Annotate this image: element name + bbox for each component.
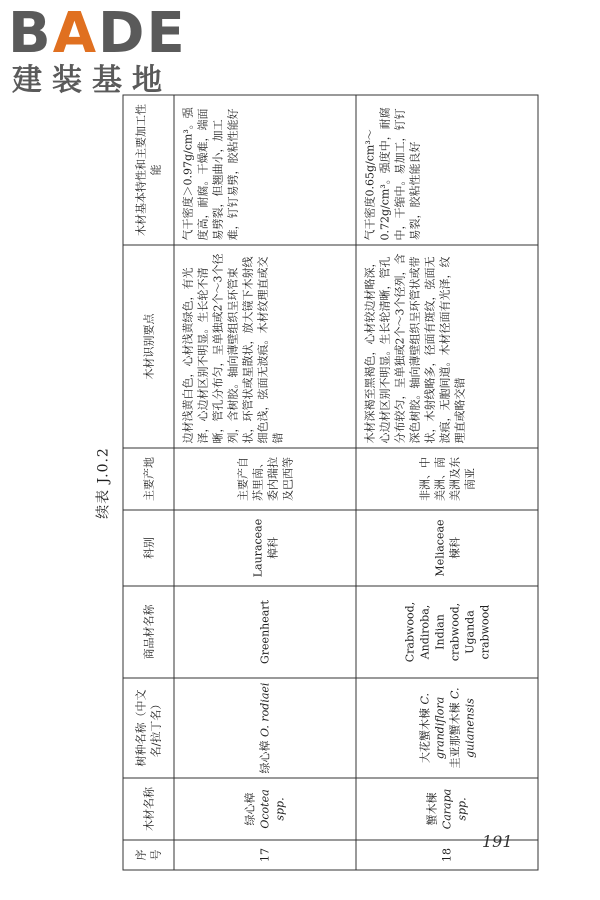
species-cn: 圭亚那蟹木楝 [447, 702, 461, 769]
family-latin: Lauraceae [250, 518, 264, 578]
cell-identification: 木材深褐至黑褐色，心材较边材略深，心边材区别不明显。生长轮清晰，管孔分布较匀，呈单独或2个～3个径列，含深色树胶。轴向薄壁组织呈环管状或带状，木射线略多，径面有斑纹，弦面无波痕，无胞间道。木材径面有光泽，纹理直或略交错 [356, 245, 538, 448]
header-wood-name: 木材名称 [123, 778, 174, 840]
cell-origin: 主要产自苏里南、委内瑞拉及巴西等 [174, 448, 356, 510]
wood-name-cn: 蟹木楝 [425, 792, 438, 826]
cell-properties: 气干密度＞0.97g/cm³。强度高，耐腐。干燥难，端面易劈裂，但翘曲小，加工难，钉钉易劈，胶粘性能好 [174, 95, 356, 245]
wood-name-cn: 绿心樟 [243, 792, 256, 826]
table-caption: 续表 J.0.2 [95, 447, 111, 519]
cell-properties: 气干密度0.65g/cm³～0.72g/cm³。强度中，耐腐中，干缩中。易加工，钉钉易裂，胶粘性能良好 [356, 95, 538, 245]
cell-family [356, 510, 538, 586]
header-species: 树种名称（中文名/拉丁名） [123, 678, 174, 778]
rotated-table-page [86, 96, 538, 871]
cell-origin: 非洲、中美洲、南美洲及东南亚 [356, 448, 538, 510]
header-no: 序号 [123, 840, 174, 870]
family-cn: 楝科 [447, 537, 461, 559]
wood-name-latin: Carapa spp. [440, 788, 468, 830]
cell-no: 17 [174, 840, 356, 870]
cell-species [356, 678, 538, 778]
page-number: 191 [482, 832, 513, 851]
species-latin: C. guianensis [447, 687, 476, 758]
brand-wordmark [8, 1, 187, 66]
cell-trade-name: Greenheart [174, 586, 356, 678]
cell-family [174, 510, 356, 586]
header-origin: 主要产地 [123, 448, 174, 510]
cell-no: 18 [356, 840, 538, 870]
table-header-row [123, 95, 174, 870]
family-cn: 樟科 [265, 537, 279, 559]
cell-species [174, 678, 356, 778]
wood-name-latin: Ocotea spp. [258, 789, 286, 829]
brand-logo [8, 1, 193, 102]
brand-subtitle: 建装基地 [12, 63, 172, 98]
family-latin: Meliaceae [432, 519, 446, 577]
header-trade-name: 商品材名称 [123, 586, 174, 678]
logo-letter-b: B [8, 1, 53, 66]
cell-wood-name [356, 778, 538, 840]
header-properties: 木材基本特性和主要加工性能 [123, 95, 174, 245]
species-cn: 大花蟹木楝 [417, 708, 431, 764]
table-row [174, 95, 356, 870]
logo-letter-a: A [52, 1, 99, 66]
species-cn: 绿心樟 [258, 740, 271, 774]
species-latin: C. grandiflora [417, 692, 446, 760]
header-family: 科别 [123, 510, 174, 586]
table-row [356, 95, 538, 870]
header-identification: 木材识别要点 [123, 245, 174, 448]
logo-letters-rest: DE [98, 1, 187, 66]
cell-wood-name [174, 778, 356, 840]
wood-species-table [122, 95, 538, 871]
cell-identification: 边材浅黄白色，心材浅黄绿色，有光泽，心边材区别不明显。生长轮不清晰，管孔分布匀，呈单独或2个～3个径列，含树胶。轴向薄壁组织呈环管束状，环管状或星散状，放大镜下木射线细色浅，弦面无波痕。木材纹理直或交错 [174, 245, 356, 448]
species-latin: O. rodiaei [258, 682, 271, 737]
cell-trade-name: Crabwood, Andiroba, Indian crabwood, Uganda crabwood [356, 586, 538, 678]
